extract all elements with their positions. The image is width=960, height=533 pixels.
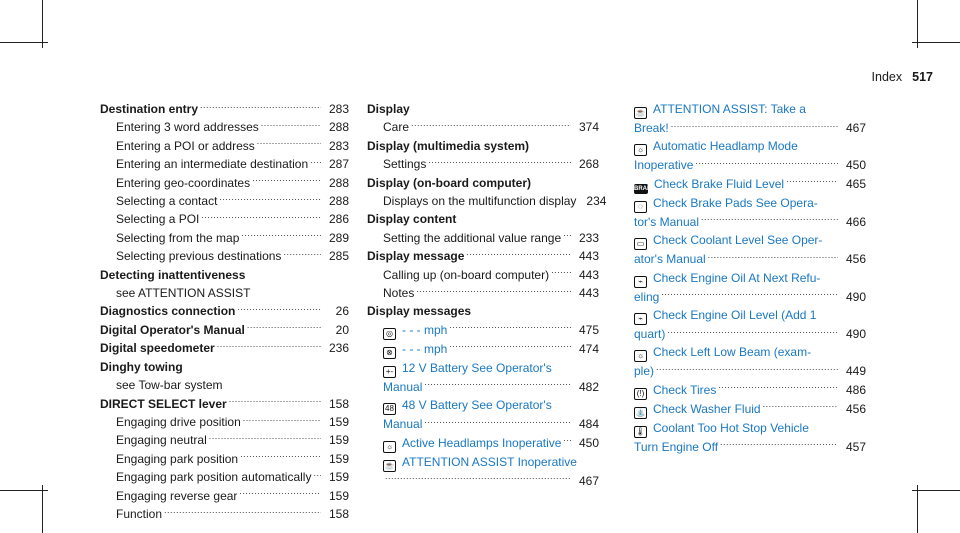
entry-label: tor's Manual: [634, 214, 699, 229]
entry-label: Selecting a contact: [116, 194, 218, 209]
index-entry[interactable]: [100, 302, 349, 320]
dot-leader: [252, 174, 321, 192]
page-ref[interactable]: 490: [845, 327, 866, 342]
entry-text: [367, 247, 466, 265]
dot-leader: [563, 434, 571, 452]
washer-fluid-icon: ⛲: [635, 407, 646, 417]
entry-label: Manual: [383, 417, 423, 432]
entry-label: Check Brake Fluid Level: [654, 176, 785, 191]
oil-can-icon: ⌁: [634, 313, 647, 325]
page-ref[interactable]: 159: [328, 414, 349, 429]
entry-label: 48 V Battery See Operator's: [402, 398, 552, 413]
page-header: [872, 70, 933, 84]
index-entry[interactable]: [100, 174, 349, 192]
brake-icon: BRAKE: [634, 185, 656, 192]
index-entry[interactable]: [634, 362, 866, 380]
crop-mark: [917, 485, 918, 533]
distance-assist-icon: ⊗: [383, 347, 396, 359]
page-ref[interactable]: 467: [845, 121, 866, 135]
index-column-2: [367, 100, 607, 490]
page-ref[interactable]: 285: [328, 249, 349, 264]
entry-label: Displays on the multifunction display: [383, 194, 577, 209]
dot-leader: [656, 362, 838, 380]
page-ref[interactable]: 159: [328, 470, 349, 485]
index-entry[interactable]: [634, 194, 866, 213]
index-entry[interactable]: [100, 192, 349, 210]
index-entry[interactable]: [634, 137, 866, 156]
page-ref[interactable]: 26: [335, 304, 349, 319]
index-entry[interactable]: [100, 210, 349, 228]
index-entry[interactable]: [634, 306, 866, 325]
dot-leader: [661, 288, 838, 306]
dot-leader: [209, 431, 321, 449]
page-ref[interactable]: 465: [845, 176, 866, 191]
dot-leader: [411, 118, 571, 136]
dot-leader: [247, 321, 321, 339]
dot-leader: [385, 472, 571, 490]
index-entry[interactable]: [634, 250, 866, 268]
tire-pressure-icon: (!): [634, 388, 647, 400]
index-column-3: [634, 100, 866, 456]
entry-label: Diagnostics connection: [100, 304, 236, 319]
crop-mark: [912, 490, 960, 491]
page-ref[interactable]: 443: [578, 249, 599, 264]
attention-assist-icon: ☕: [635, 108, 646, 117]
page-ref[interactable]: 286: [328, 212, 349, 227]
page-ref[interactable]: 159: [328, 433, 349, 448]
entry-label: Destination entry: [100, 102, 199, 116]
page-ref[interactable]: 288: [328, 175, 349, 190]
index-entry[interactable]: [634, 400, 866, 419]
page-ref[interactable]: 288: [328, 194, 349, 209]
dot-leader: [428, 155, 571, 173]
index-entry[interactable]: [634, 175, 866, 194]
dot-leader: [551, 266, 571, 284]
index-entry[interactable]: [367, 266, 599, 284]
page-ref[interactable]: 482: [578, 379, 599, 394]
entry-text: [116, 229, 241, 247]
index-entry[interactable]: [634, 288, 866, 306]
index-entry[interactable]: [367, 378, 599, 396]
entry-text: [116, 174, 252, 192]
index-entry[interactable]: [367, 340, 599, 359]
entry-label: Digital Operator's Manual: [100, 322, 245, 337]
index-entry[interactable]: [367, 247, 599, 265]
entry-label: Turn Engine Off: [634, 439, 719, 454]
entry-label: Setting the additional value range: [383, 230, 562, 245]
section-title: Index: [871, 70, 903, 84]
index-column-1: [100, 100, 349, 523]
dot-leader: [449, 321, 571, 339]
cruise-control-icon: ◎: [383, 328, 396, 340]
brake-pads-icon: ◌: [634, 201, 647, 213]
index-entry[interactable]: [634, 156, 866, 174]
entry-text: [383, 118, 411, 136]
dot-leader: [237, 302, 321, 320]
entry-label: quart): [634, 327, 666, 342]
entry-text: [116, 210, 201, 228]
entry-text: [634, 250, 708, 268]
crop-mark: [912, 42, 960, 43]
index-entry: Display content: [367, 212, 457, 227]
entry-label: Digital speedometer: [100, 341, 215, 356]
index-entry[interactable]: [634, 213, 866, 231]
index-entry[interactable]: [634, 438, 866, 456]
page-ref[interactable]: 289: [328, 230, 349, 245]
dot-leader: [671, 119, 838, 137]
dot-leader: [283, 247, 321, 265]
dot-leader: [164, 505, 321, 523]
index-entry[interactable]: [100, 505, 349, 523]
dot-leader: [708, 250, 838, 268]
index-entry[interactable]: [634, 419, 866, 438]
page-ref[interactable]: 236: [328, 341, 349, 356]
page-ref[interactable]: 159: [328, 488, 349, 503]
page-ref[interactable]: 456: [845, 252, 866, 267]
entry-text: [116, 450, 240, 468]
entry-label: Settings: [383, 157, 427, 172]
page-ref[interactable]: 443: [578, 267, 599, 282]
page-ref[interactable]: 268: [578, 157, 599, 172]
dot-leader: [201, 210, 321, 228]
entry-text: [116, 247, 283, 265]
index-entry: Display messages: [367, 304, 472, 319]
entry-label: Engaging drive position: [116, 414, 241, 429]
entry-label: Selecting from the map: [116, 230, 240, 245]
entry-label: Engaging park position automatically: [116, 470, 312, 485]
page-ref[interactable]: 456: [845, 401, 866, 416]
entry-text: [383, 266, 551, 284]
dot-leader: [313, 468, 321, 486]
index-entry[interactable]: [100, 468, 349, 486]
index-entry[interactable]: [100, 431, 349, 449]
dot-leader: [563, 229, 571, 247]
dot-leader: [720, 438, 838, 456]
dot-leader: [219, 192, 321, 210]
entry-text: [634, 381, 718, 400]
index-entry[interactable]: [367, 118, 599, 136]
page-ref[interactable]: 158: [328, 506, 349, 521]
entry-label: Engaging park position: [116, 451, 239, 466]
index-entry[interactable]: [367, 192, 607, 210]
entry-label: - - - mph: [402, 322, 448, 337]
entry-text: [116, 431, 209, 449]
dot-leader: [243, 413, 321, 431]
entry-label: Check Left Low Beam (exam-: [653, 345, 812, 360]
entry-label: Calling up (on-board computer): [383, 267, 550, 282]
page-ref[interactable]: 443: [578, 286, 599, 301]
dot-leader: [466, 247, 571, 265]
entry-label: Check Engine Oil At Next Refu-: [653, 270, 821, 285]
entry-text: [634, 288, 661, 306]
dot-leader: [667, 325, 838, 343]
dot-leader: [241, 229, 321, 247]
index-entry[interactable]: [100, 247, 349, 265]
index-entry: see ATTENTION ASSIST: [116, 286, 251, 301]
index-entry[interactable]: [367, 415, 599, 433]
entry-label: Entering geo-coordinates: [116, 175, 251, 190]
entry-text: [383, 284, 416, 302]
page-ref[interactable]: 475: [578, 322, 599, 337]
page-ref[interactable]: 450: [845, 158, 866, 173]
entry-text: [383, 434, 563, 453]
dot-leader: [229, 395, 321, 413]
entry-text: [383, 192, 578, 210]
page-ref[interactable]: 467: [578, 473, 599, 488]
entry-label: Notes: [383, 286, 415, 301]
entry-label: Engaging reverse gear: [116, 488, 238, 503]
index-entry[interactable]: [634, 343, 866, 362]
page-ref[interactable]: 158: [328, 396, 349, 411]
entry-text: [383, 321, 449, 340]
index-entry[interactable]: [634, 325, 866, 343]
index-entry[interactable]: [367, 434, 599, 453]
attention-assist-icon: ☕: [384, 460, 395, 470]
entry-text: [100, 100, 200, 118]
entry-label: Active Headlamps Inoperative: [402, 435, 562, 450]
index-entry: see Tow-bar system: [116, 378, 223, 393]
entry-label: Coolant Too Hot Stop Vehicle: [653, 420, 809, 435]
index-entry: Display (multimedia system): [367, 138, 530, 153]
page-ref[interactable]: 288: [328, 120, 349, 135]
entry-text: [383, 155, 428, 173]
oil-can-icon: ⌁: [634, 276, 647, 288]
entry-label: Display message: [367, 249, 465, 264]
entry-label: Selecting previous destinations: [116, 249, 282, 264]
index-entry[interactable]: [100, 118, 349, 136]
dot-leader: [695, 156, 838, 174]
dot-leader: [718, 381, 838, 399]
entry-text: [634, 400, 763, 419]
entry-label: - - - mph: [402, 341, 448, 356]
dot-leader: [701, 213, 838, 231]
entry-text: [383, 229, 563, 247]
index-entry[interactable]: [634, 269, 866, 288]
index-entry[interactable]: [100, 229, 349, 247]
entry-text: [116, 137, 257, 155]
index-entry[interactable]: [100, 155, 349, 173]
page-ref[interactable]: 490: [845, 289, 866, 304]
coolant-temp-icon: 🌡: [635, 426, 646, 436]
entry-label: Inoperative: [634, 158, 694, 173]
entry-label: eling: [634, 289, 660, 304]
index-entry[interactable]: [367, 155, 599, 173]
index-entry: Dinghy towing: [100, 359, 183, 374]
coolant-icon: ▭: [634, 238, 647, 250]
entry-label: Function: [116, 506, 163, 521]
index-entry[interactable]: [634, 119, 866, 137]
index-entry: Detecting inattentiveness: [100, 267, 246, 282]
dot-leader: [257, 137, 321, 155]
page-ref[interactable]: 20: [335, 322, 349, 337]
page-ref[interactable]: 283: [328, 138, 349, 153]
index-entry: Display (on-board computer): [367, 175, 532, 190]
entry-label: Check Washer Fluid: [653, 401, 761, 416]
page-ref[interactable]: 287: [328, 157, 349, 172]
index-entry[interactable]: [367, 321, 599, 340]
crop-mark: [42, 0, 43, 48]
crop-mark: [42, 485, 43, 533]
entry-label: Manual: [383, 379, 423, 394]
entry-label: Care: [383, 120, 410, 135]
entry-text: [634, 362, 656, 380]
entry-label: Automatic Headlamp Mode: [653, 139, 798, 154]
entry-label: Check Engine Oil Level (Add 1: [653, 308, 817, 323]
dot-leader: [240, 450, 321, 468]
entry-label: Engaging neutral: [116, 433, 207, 448]
index-entry[interactable]: [367, 359, 599, 378]
entry-text: [116, 192, 219, 210]
dot-leader: [310, 155, 321, 173]
entry-text: [116, 118, 261, 136]
headlamp-icon: ☼: [634, 144, 647, 156]
entry-label: Entering 3 word addresses: [116, 120, 259, 135]
entry-text: [116, 155, 310, 173]
page-ref[interactable]: 457: [845, 439, 866, 454]
entry-text: [634, 156, 695, 174]
page-ref[interactable]: 466: [845, 214, 866, 229]
entry-text: [634, 438, 720, 456]
entry-text: [634, 175, 786, 194]
entry-label: ple): [634, 364, 655, 379]
entry-text: [116, 413, 243, 431]
page-ref[interactable]: 450: [578, 435, 599, 450]
dot-leader: [200, 100, 321, 118]
dot-leader: [261, 118, 321, 136]
entry-label: ator's Manual: [634, 252, 706, 267]
page-ref[interactable]: 234: [586, 194, 607, 209]
dot-leader: [239, 487, 321, 505]
index-entry[interactable]: [367, 453, 599, 472]
entry-label: Check Tires: [653, 382, 717, 397]
index-entry[interactable]: [367, 229, 599, 247]
entry-label: Check Brake Pads See Opera-: [653, 195, 818, 210]
page-ref[interactable]: 484: [578, 417, 599, 432]
index-entry[interactable]: [100, 487, 349, 505]
entry-label: Entering a POI or address: [116, 138, 255, 153]
page-ref[interactable]: 474: [578, 341, 599, 356]
page-ref[interactable]: 283: [328, 102, 349, 116]
page-number: 517: [912, 70, 933, 84]
index-entry: Display: [367, 102, 410, 116]
index-entry[interactable]: [367, 472, 599, 490]
entry-text: [116, 468, 313, 486]
battery-12v-icon: +-: [383, 366, 396, 378]
entry-label: Selecting a POI: [116, 212, 200, 227]
index-entry[interactable]: [100, 339, 349, 357]
index-entry[interactable]: [634, 381, 866, 400]
index-entry[interactable]: [100, 450, 349, 468]
entry-label: Check Coolant Level See Oper-: [653, 233, 823, 248]
entry-text: [634, 213, 701, 231]
entry-text: [100, 339, 217, 357]
index-entry[interactable]: [100, 395, 349, 413]
entry-label: Break!: [634, 121, 669, 135]
dot-leader: [416, 284, 571, 302]
dot-leader: [424, 378, 571, 396]
dot-leader: [786, 175, 838, 193]
entry-text: [383, 415, 424, 433]
page-ref[interactable]: 449: [845, 364, 866, 379]
entry-text: [116, 505, 164, 523]
index-entry[interactable]: [100, 137, 349, 155]
index-entry[interactable]: [634, 231, 866, 250]
dot-leader: [424, 415, 571, 433]
entry-text: [383, 378, 424, 396]
crop-mark: [917, 0, 918, 48]
entry-label: 12 V Battery See Operator's: [402, 360, 552, 375]
crop-mark: [0, 490, 48, 491]
dot-leader: [449, 340, 571, 358]
index-entry[interactable]: [100, 321, 349, 339]
entry-label: Entering an intermediate destination: [116, 157, 309, 172]
battery-48v-icon: 48: [383, 403, 396, 415]
dot-leader: [217, 339, 321, 357]
entry-text: [634, 119, 671, 137]
entry-text: [634, 325, 667, 343]
entry-label: ATTENTION ASSIST: Take a: [653, 102, 806, 116]
dot-leader: [763, 400, 838, 418]
page-ref[interactable]: 159: [328, 451, 349, 466]
page-ref[interactable]: 233: [578, 230, 599, 245]
entry-text: [100, 321, 247, 339]
entry-label: ATTENTION ASSIST Inoperative: [402, 454, 577, 469]
entry-text: [383, 340, 449, 359]
index-entry[interactable]: [367, 396, 599, 415]
page-ref[interactable]: 486: [845, 382, 866, 397]
entry-text: [100, 302, 237, 320]
index-entry[interactable]: [100, 100, 349, 118]
index-entry[interactable]: [367, 284, 599, 302]
entry-label: DIRECT SELECT lever: [100, 396, 227, 411]
low-beam-icon: ☼: [634, 350, 647, 362]
index-entry[interactable]: [634, 100, 866, 119]
entry-text: [116, 487, 239, 505]
headlamp-icon: ☼: [383, 441, 396, 453]
index-entry[interactable]: [100, 413, 349, 431]
entry-text: [100, 395, 229, 413]
page-ref[interactable]: 374: [578, 120, 599, 135]
crop-mark: [0, 42, 48, 43]
